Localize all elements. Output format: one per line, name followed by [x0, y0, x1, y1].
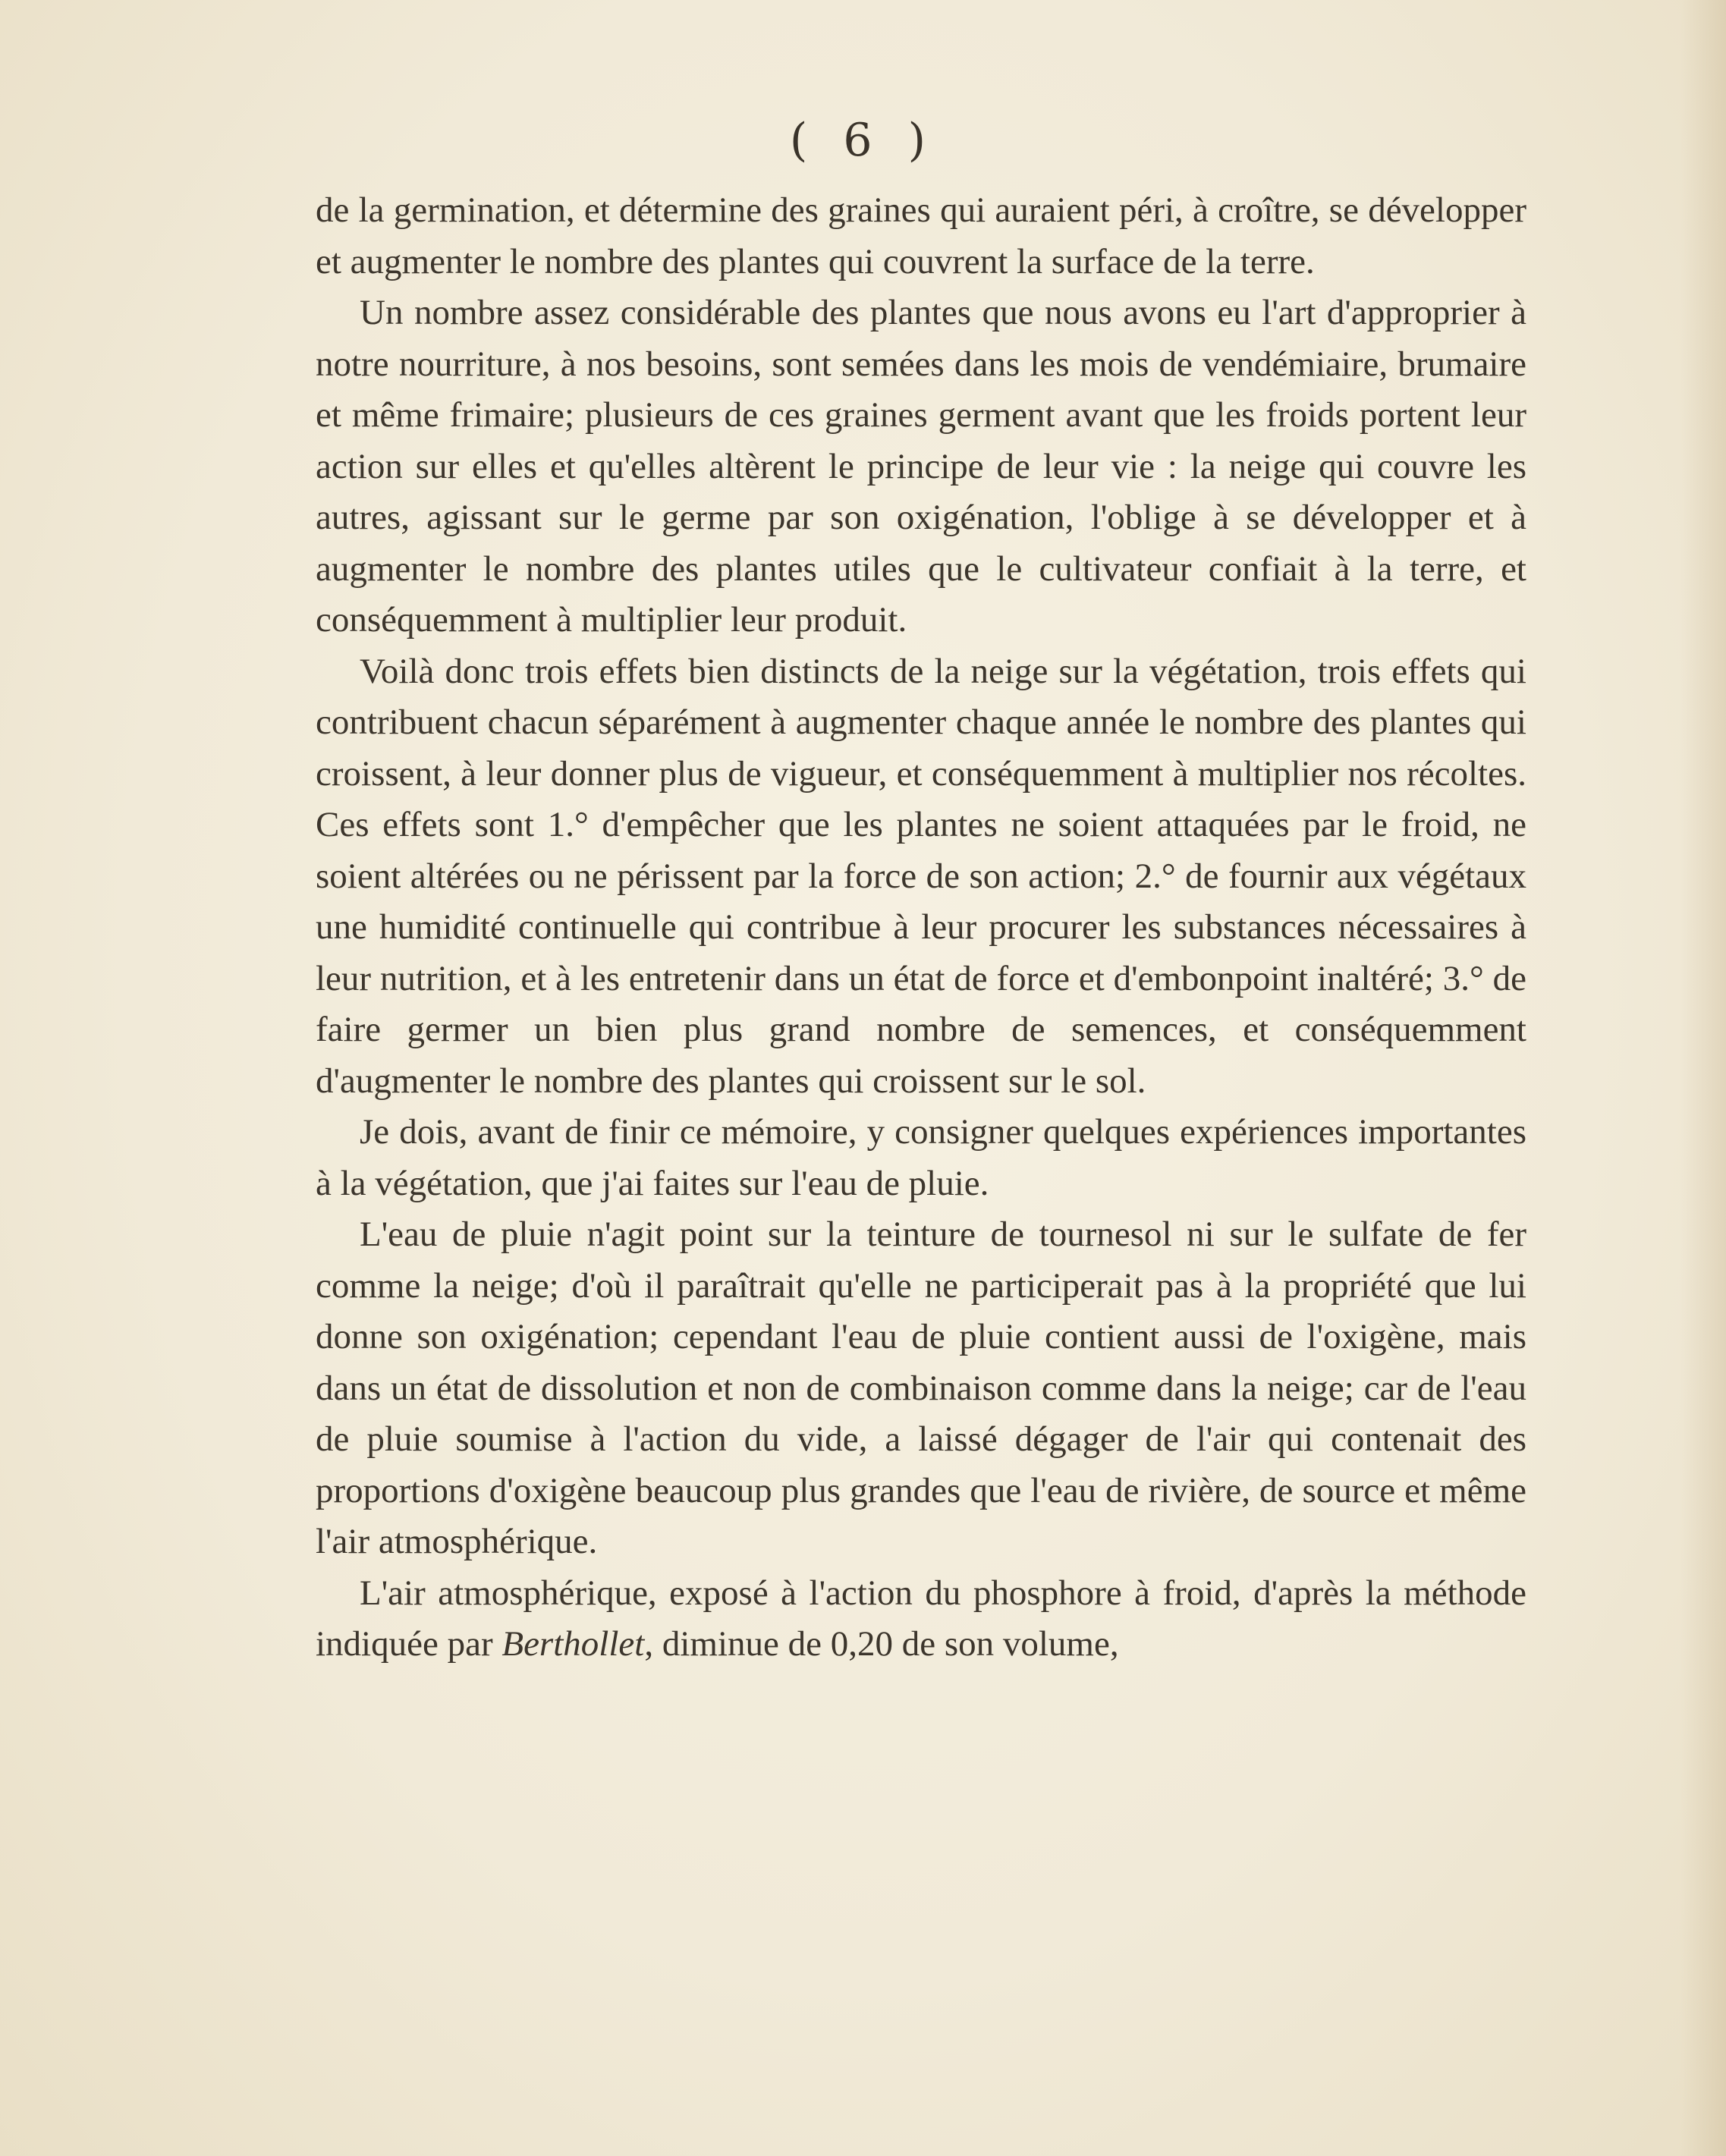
paragraph-2: Un nombre assez considérable des plantes que nous avons eu l'art d'approprier à notre nourriture, à nos besoins, sont semées dans les mois de vendémiaire, brumaire et même frimaire; plusieurs de ces graines germent avant que les froids portent leur action sur elles et qu'elles altèrent le principe de leur vie : la neige qui couvre les autres, agissant sur le germe par son oxigénation, l'oblige à se développer et à augmenter le nombre des plantes utiles que le cultivateur confiait à la terre, et conséquemment à multiplier leur produit.	[316, 293, 1526, 640]
paragraph-6-start: L'air atmosphérique, exposé à l'action du phosphore à froid, d'après la méthode indiquée par	[316, 1573, 1526, 1664]
paragraph-6-end: , diminue de 0,20 de son volume,	[644, 1624, 1119, 1664]
paragraph-1: de la germination, et détermine des graines qui auraient péri, à croître, se développer et augmenter le nombre des plantes qui couvrent la surface de la terre.	[316, 190, 1526, 281]
paragraph-4: Je dois, avant de finir ce mémoire, y consigner quelques expériences importantes à la végétation, que j'ai faites sur l'eau de pluie.	[316, 1112, 1526, 1203]
page-edge-shadow	[1680, 0, 1726, 2156]
paragraph-3: Voilà donc trois effets bien distincts de la neige sur la végétation, trois effets qui contribuent chacun séparément à augmenter chaque année le nombre des plantes qui croissent, à leur donner plus de vigueur, et conséquemment à multiplier nos récoltes. Ces effets sont 1.° d'empêcher que les plantes ne soient attaquées par le froid, ne soient altérées ou ne périssent par la force de son action; 2.° de fournir aux végétaux une humidité continuelle qui contribue à leur procurer les substances nécessaires à leur nutrition, et à les entretenir dans un état de force et d'embonpoint inaltéré; 3.° de faire germer un bien plus grand nombre de semences, et conséquemment d'augmenter le nombre des plantes qui croissent sur le sol.	[316, 651, 1526, 1101]
page-number: ( 6 )	[789, 114, 937, 167]
body-text	[316, 185, 1526, 1670]
paragraph-5: L'eau de pluie n'agit point sur la teinture de tournesol ni sur le sulfate de fer comme la neige; d'où il paraîtrait qu'elle ne participerait pas à la propriété que lui donne son oxigénation; cependant l'eau de pluie contient aussi de l'oxigène, mais dans un état de dissolution et non de combinaison comme dans la neige; car de l'eau de pluie soumise à l'action du vide, a laissé dégager de l'air qui contenait des proportions d'oxigène beaucoup plus grandes que l'eau de rivière, de source et même l'air atmosphérique.	[316, 1215, 1526, 1561]
paragraph-6	[316, 1568, 1526, 1670]
author-name-italic: Berthollet	[501, 1624, 645, 1664]
